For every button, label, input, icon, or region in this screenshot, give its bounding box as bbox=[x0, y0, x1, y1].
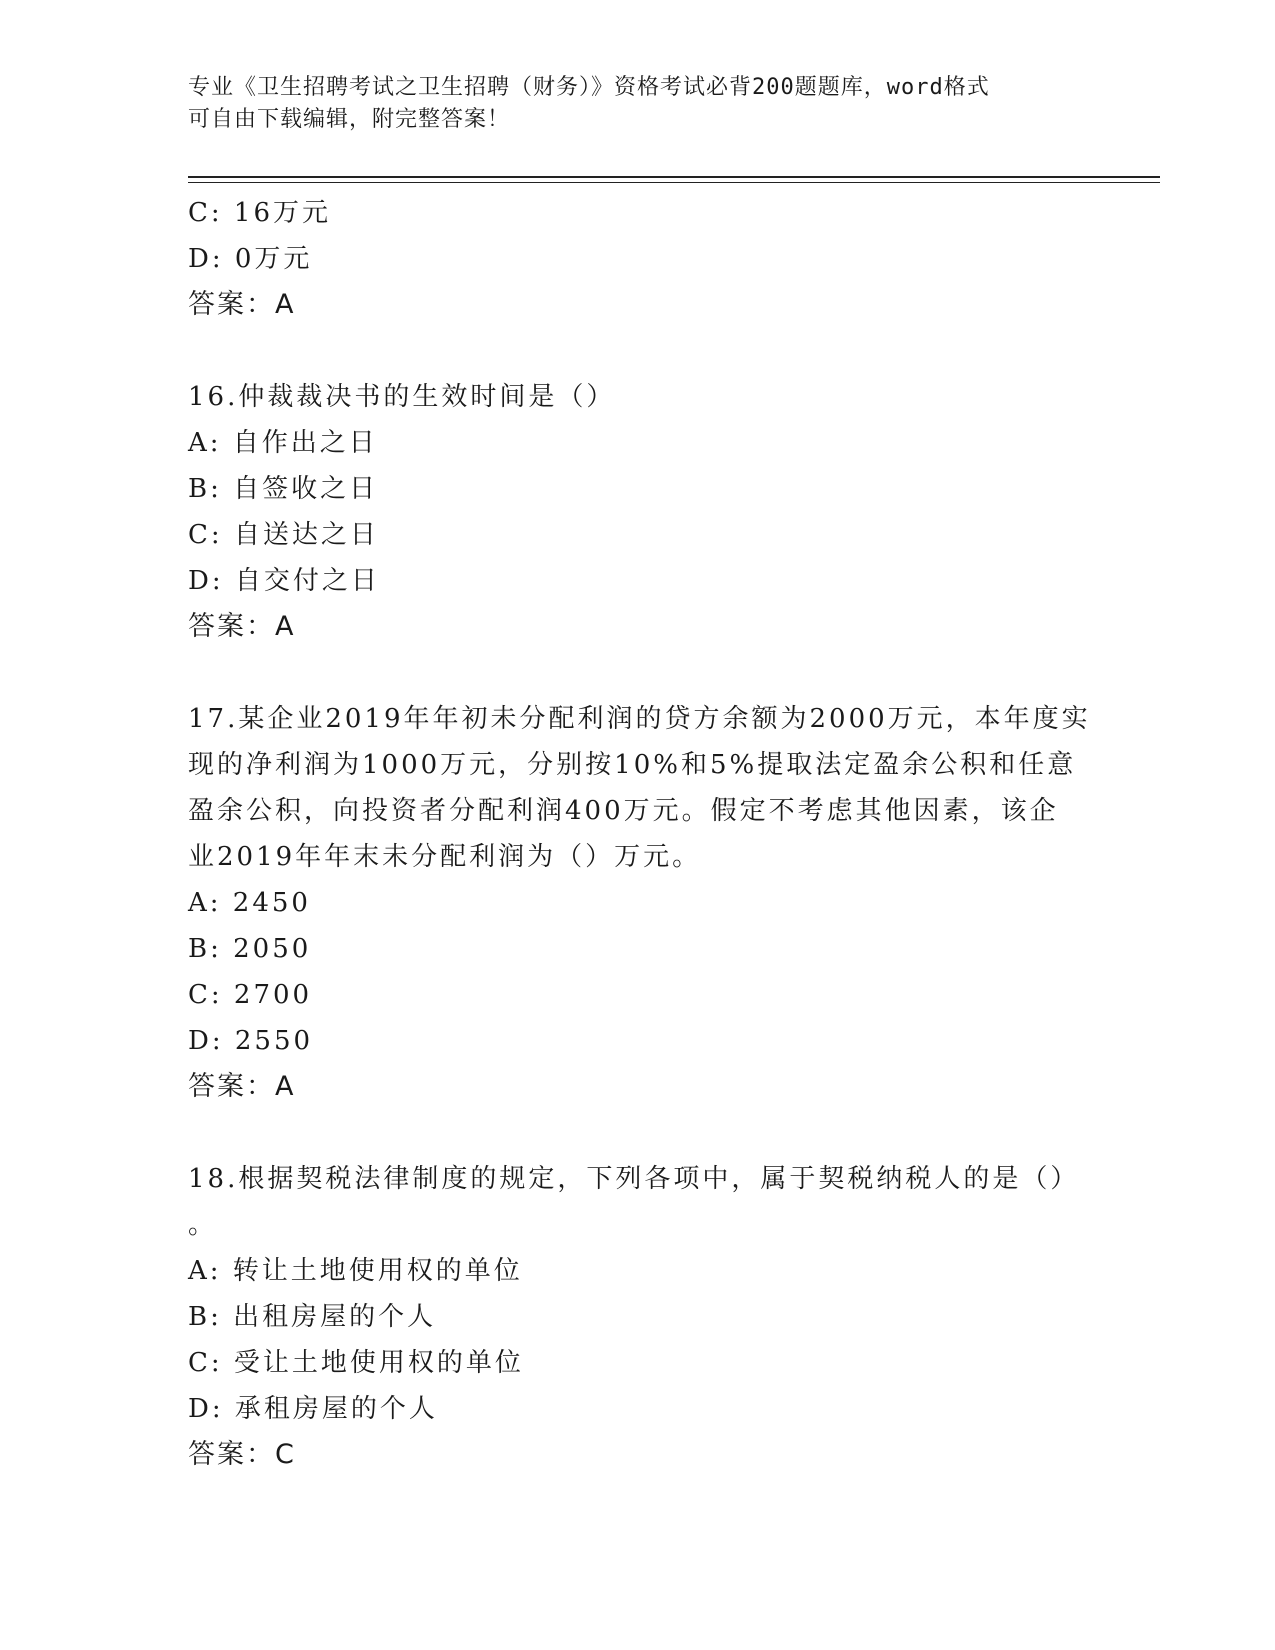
spacer bbox=[188, 1110, 1088, 1156]
option-a: A: 转让土地使用权的单位 bbox=[188, 1256, 523, 1286]
option-b: B: 出租房屋的个人 bbox=[188, 1302, 437, 1332]
option-a: A: 自作出之日 bbox=[188, 428, 378, 458]
answer-line: 答案：A bbox=[188, 1071, 296, 1102]
header-rule-thin bbox=[188, 182, 1160, 183]
question-stem-line: 业2019年年末未分配利润为（）万元。 bbox=[188, 842, 702, 872]
option-b: B: 自签收之日 bbox=[188, 474, 379, 504]
option-d: D: 承租房屋的个人 bbox=[188, 1394, 438, 1424]
question-stem-line: 现的净利润为1000万元，分别按10%和5%提取法定盈余公积和任意 bbox=[188, 750, 1077, 780]
option-c: C: 自送达之日 bbox=[188, 520, 379, 550]
option-c: C: 16万元 bbox=[188, 198, 332, 228]
header-title-line-2: 可自由下载编辑，附完整答案！ bbox=[188, 107, 511, 132]
header-rule-thick bbox=[188, 176, 1160, 178]
answer-line: 答案：A bbox=[188, 611, 296, 642]
question-stem-line: 。 bbox=[188, 1210, 218, 1240]
question-stem-line: 18.根据契税法律制度的规定，下列各项中，属于契税纳税人的是（） bbox=[188, 1164, 1080, 1194]
document-header bbox=[188, 72, 1088, 136]
question-stem-line: 盈余公积，向投资者分配利润400万元。假定不考虑其他因素，该企 bbox=[188, 796, 1059, 826]
option-d: D: 2550 bbox=[188, 1026, 314, 1056]
question-16 bbox=[188, 374, 1088, 650]
question-stem: 16.仲裁裁决书的生效时间是（） bbox=[188, 382, 616, 412]
question-18 bbox=[188, 1156, 1088, 1478]
question-stem-line: 17.某企业2019年年初未分配利润的贷方余额为2000万元，本年度实 bbox=[188, 704, 1091, 734]
question-15-fragment bbox=[188, 190, 1088, 328]
question-17 bbox=[188, 696, 1091, 1110]
spacer bbox=[188, 650, 1088, 696]
answer-line: 答案：C bbox=[188, 1439, 296, 1470]
option-d: D: 自交付之日 bbox=[188, 566, 380, 596]
question-list bbox=[188, 190, 1091, 1478]
option-b: B: 2050 bbox=[188, 934, 312, 964]
option-c: C: 受让土地使用权的单位 bbox=[188, 1348, 524, 1378]
option-a: A: 2450 bbox=[188, 888, 311, 918]
answer-line: 答案：A bbox=[188, 289, 296, 320]
spacer bbox=[188, 328, 1088, 374]
option-c: C: 2700 bbox=[188, 980, 313, 1010]
option-d: D: 0万元 bbox=[188, 244, 313, 274]
header-title-line-1: 专业《卫生招聘考试之卫生招聘（财务）》资格考试必背200题题库，word格式 bbox=[188, 75, 990, 100]
